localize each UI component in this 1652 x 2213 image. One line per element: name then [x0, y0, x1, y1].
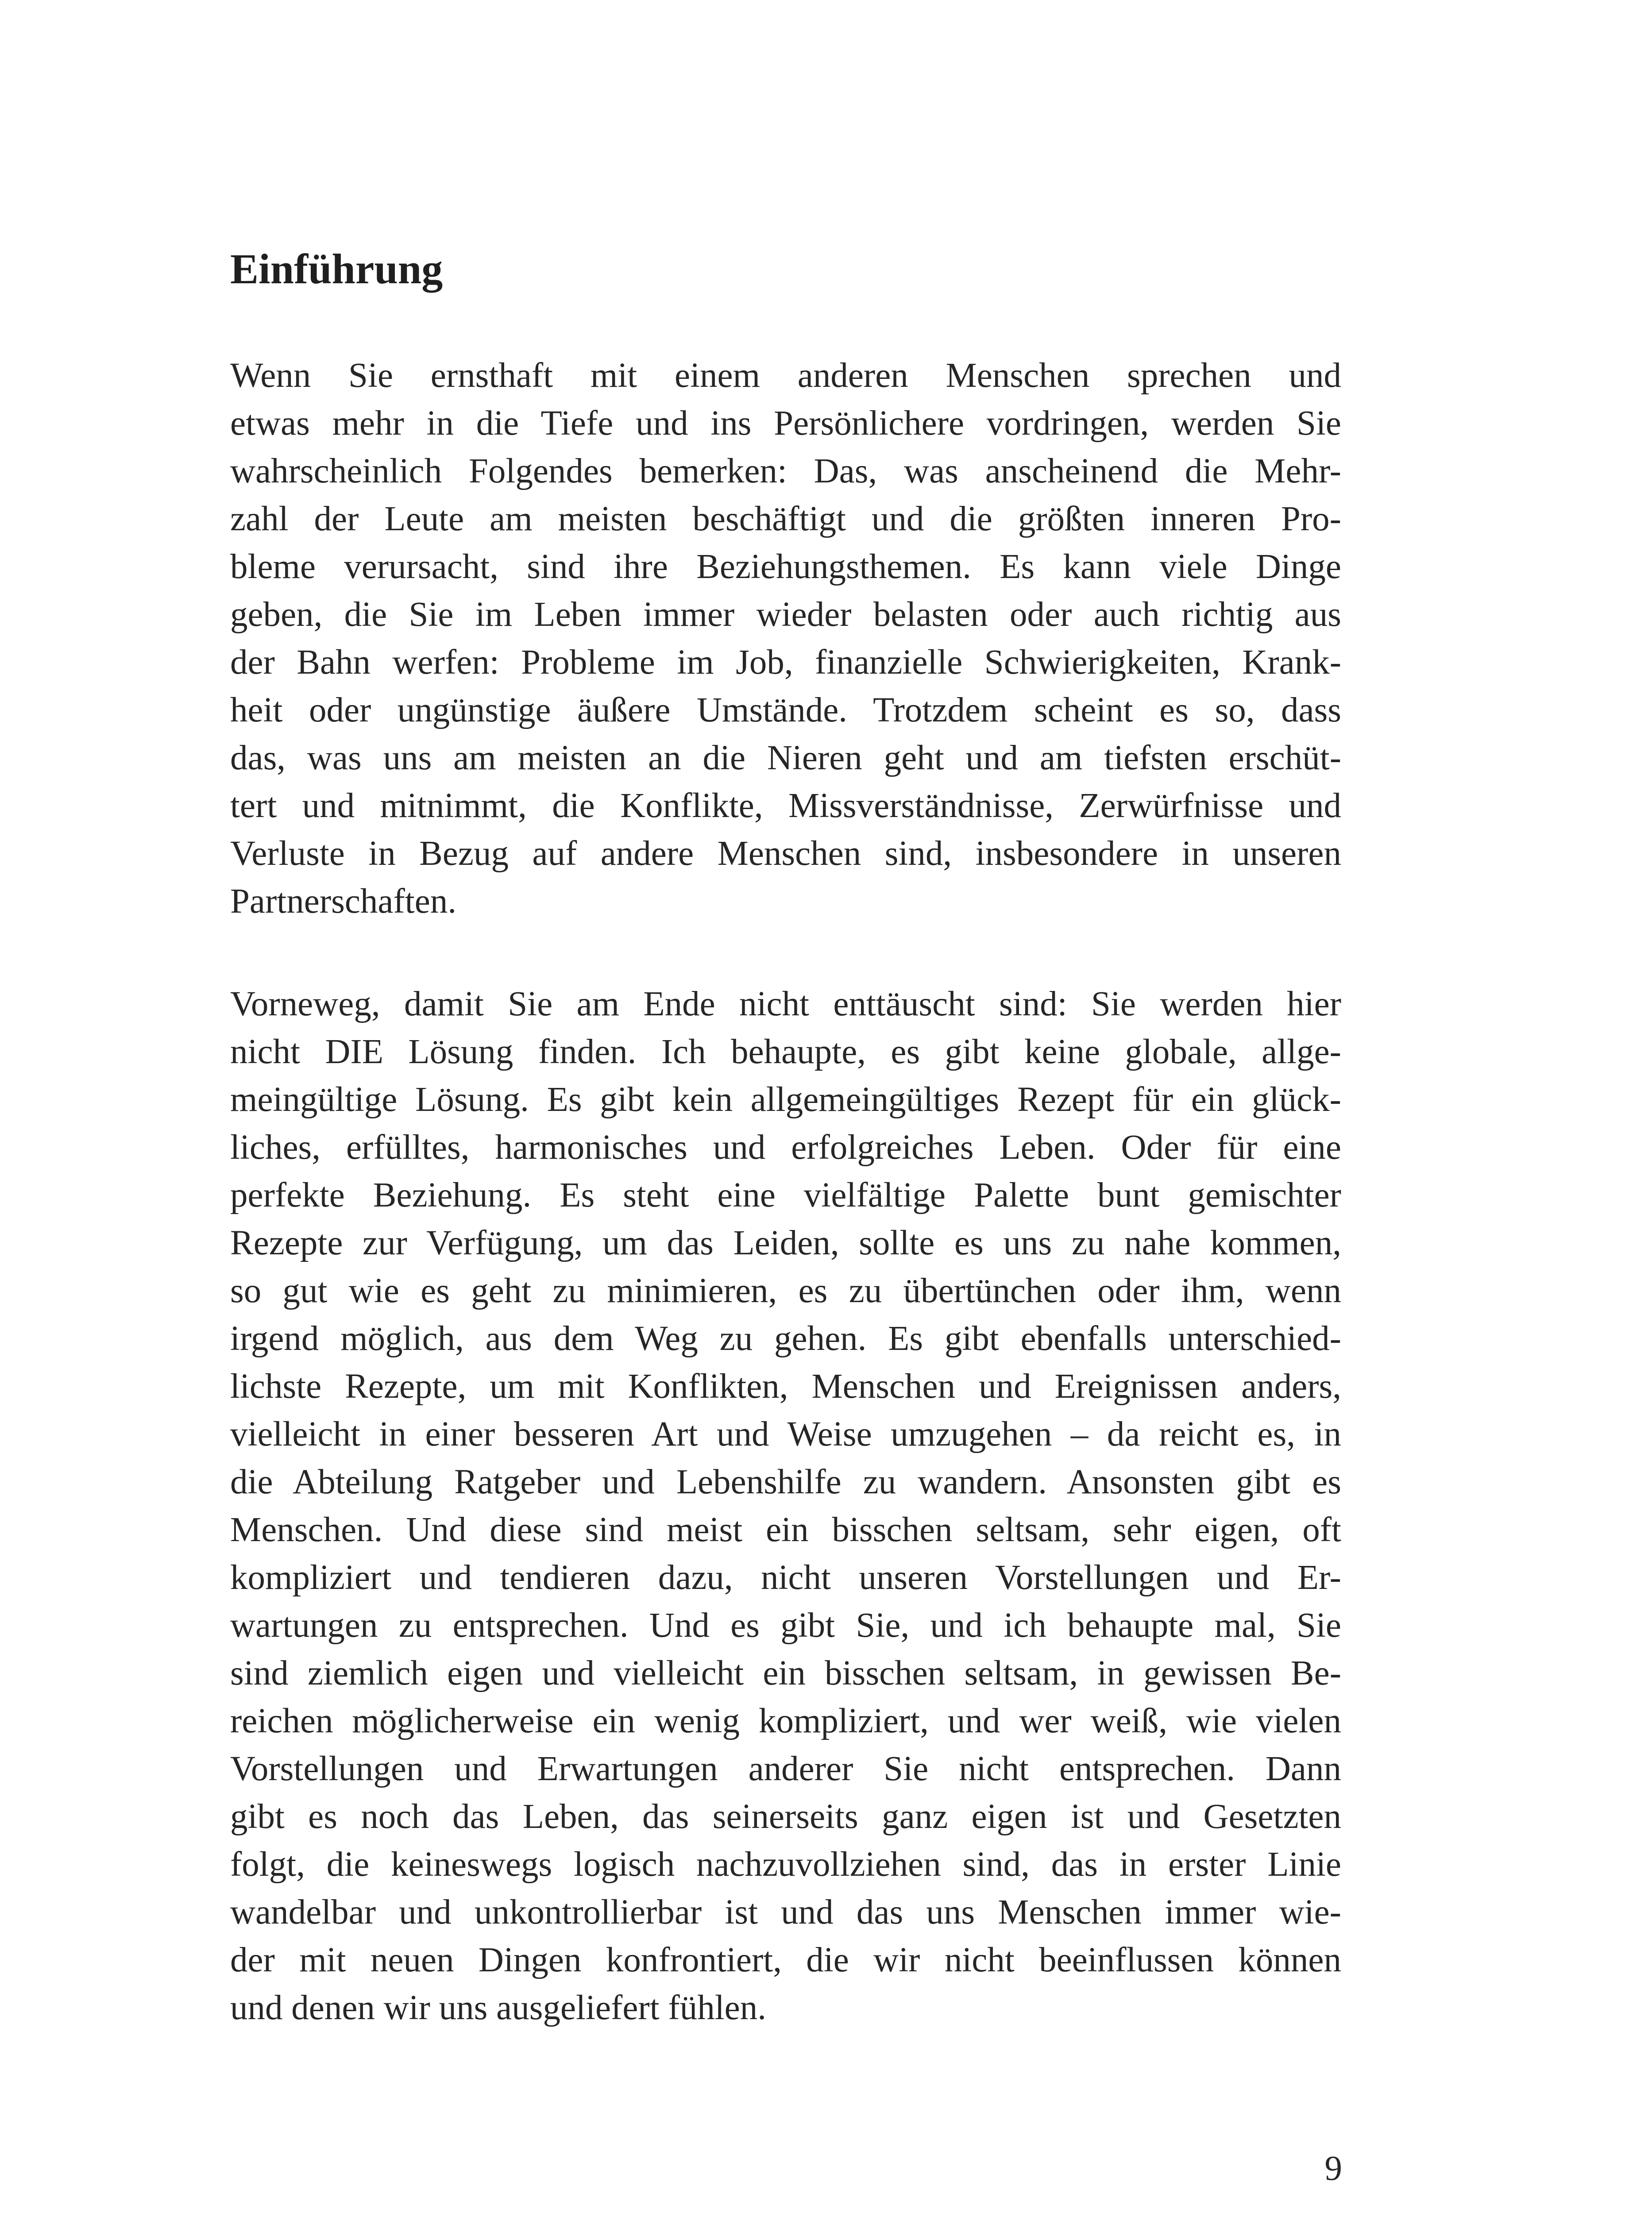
text-line: tert und mitnimmt, die Konflikte, Missverständnisse, Zerwürfnisse und	[230, 787, 1341, 825]
text-line: heit oder ungünstige äußere Umstände. Trotzdem scheint es so, dass	[230, 691, 1341, 729]
text-line: Vorstellungen und Erwartungen anderer Sie nicht entsprechen. Dann	[230, 1750, 1341, 1788]
text-line: Menschen. Und diese sind meist ein bisschen seltsam, sehr eigen, oft	[230, 1511, 1341, 1549]
text-line: lichste Rezepte, um mit Konflikten, Menschen und Ereignissen anders,	[230, 1367, 1341, 1406]
paragraph-2	[230, 980, 1341, 2032]
text-line: nicht DIE Lösung finden. Ich behaupte, es gibt keine globale, allge-	[230, 1033, 1341, 1071]
text-line: der Bahn werfen: Probleme im Job, finanzielle Schwierigkeiten, Krank-	[230, 643, 1341, 682]
text-line: Wenn Sie ernsthaft mit einem anderen Menschen sprechen und	[230, 356, 1341, 395]
text-line: das, was uns am meisten an die Nieren geht und am tiefsten erschüt-	[230, 739, 1341, 777]
text-line: Verluste in Bezug auf andere Menschen sind, insbesondere in unseren	[230, 834, 1341, 873]
text-line: zahl der Leute am meisten beschäftigt und die größten inneren Pro-	[230, 500, 1341, 538]
text-line: Rezepte zur Verfügung, um das Leiden, sollte es uns zu nahe kommen,	[230, 1224, 1341, 1262]
text-line: irgend möglich, aus dem Weg zu gehen. Es gibt ebenfalls unterschied-	[230, 1319, 1341, 1358]
text-line: wahrscheinlich Folgendes bemerken: Das, was anscheinend die Mehr-	[230, 452, 1341, 490]
text-line: und denen wir uns ausgeliefert fühlen.	[230, 1989, 766, 2027]
text-line: der mit neuen Dingen konfrontiert, die wir nicht beeinflussen können	[230, 1941, 1341, 1979]
text-line: reichen möglicherweise ein wenig kompliziert, und wer weiß, wie vielen	[230, 1702, 1341, 1740]
text-line: bleme verursacht, sind ihre Beziehungsthemen. Es kann viele Dinge	[230, 547, 1341, 586]
text-line: meingültige Lösung. Es gibt kein allgemeingültiges Rezept für ein glück-	[230, 1080, 1341, 1119]
text-line: etwas mehr in die Tiefe und ins Persönlichere vordringen, werden Sie	[230, 404, 1341, 443]
text-line: Partnerschaften.	[230, 882, 457, 921]
text-line: liches, erfülltes, harmonisches und erfolgreiches Leben. Oder für eine	[230, 1128, 1341, 1167]
text-line: folgt, die keineswegs logisch nachzuvollziehen sind, das in erster Linie	[230, 1845, 1341, 1884]
text-line: die Abteilung Ratgeber und Lebenshilfe zu wandern. Ansonsten gibt es	[230, 1463, 1341, 1501]
text-line: wartungen zu entsprechen. Und es gibt Sie, und ich behaupte mal, Sie	[230, 1606, 1341, 1645]
page-number: 9	[1324, 2149, 1342, 2188]
text-line: so gut wie es geht zu minimieren, es zu übertünchen oder ihm, wenn	[230, 1272, 1341, 1310]
text-line: kompliziert und tendieren dazu, nicht unseren Vorstellungen und Er-	[230, 1558, 1341, 1597]
chapter-heading: Einführung	[230, 245, 443, 293]
text-line: vielleicht in einer besseren Art und Weise umzugehen – da reicht es, in	[230, 1415, 1341, 1453]
text-line: geben, die Sie im Leben immer wieder belasten oder auch richtig aus	[230, 595, 1341, 634]
paragraph-1	[230, 352, 1341, 925]
text-line: perfekte Beziehung. Es steht eine vielfältige Palette bunt gemischter	[230, 1176, 1341, 1214]
text-line: sind ziemlich eigen und vielleicht ein bisschen seltsam, in gewissen Be-	[230, 1654, 1341, 1693]
text-line: gibt es noch das Leben, das seinerseits ganz eigen ist und Gesetzten	[230, 1797, 1341, 1836]
text-line: Vorneweg, damit Sie am Ende nicht enttäuscht sind: Sie werden hier	[230, 985, 1341, 1023]
text-line: wandelbar und unkontrollierbar ist und das uns Menschen immer wie-	[230, 1893, 1341, 1932]
